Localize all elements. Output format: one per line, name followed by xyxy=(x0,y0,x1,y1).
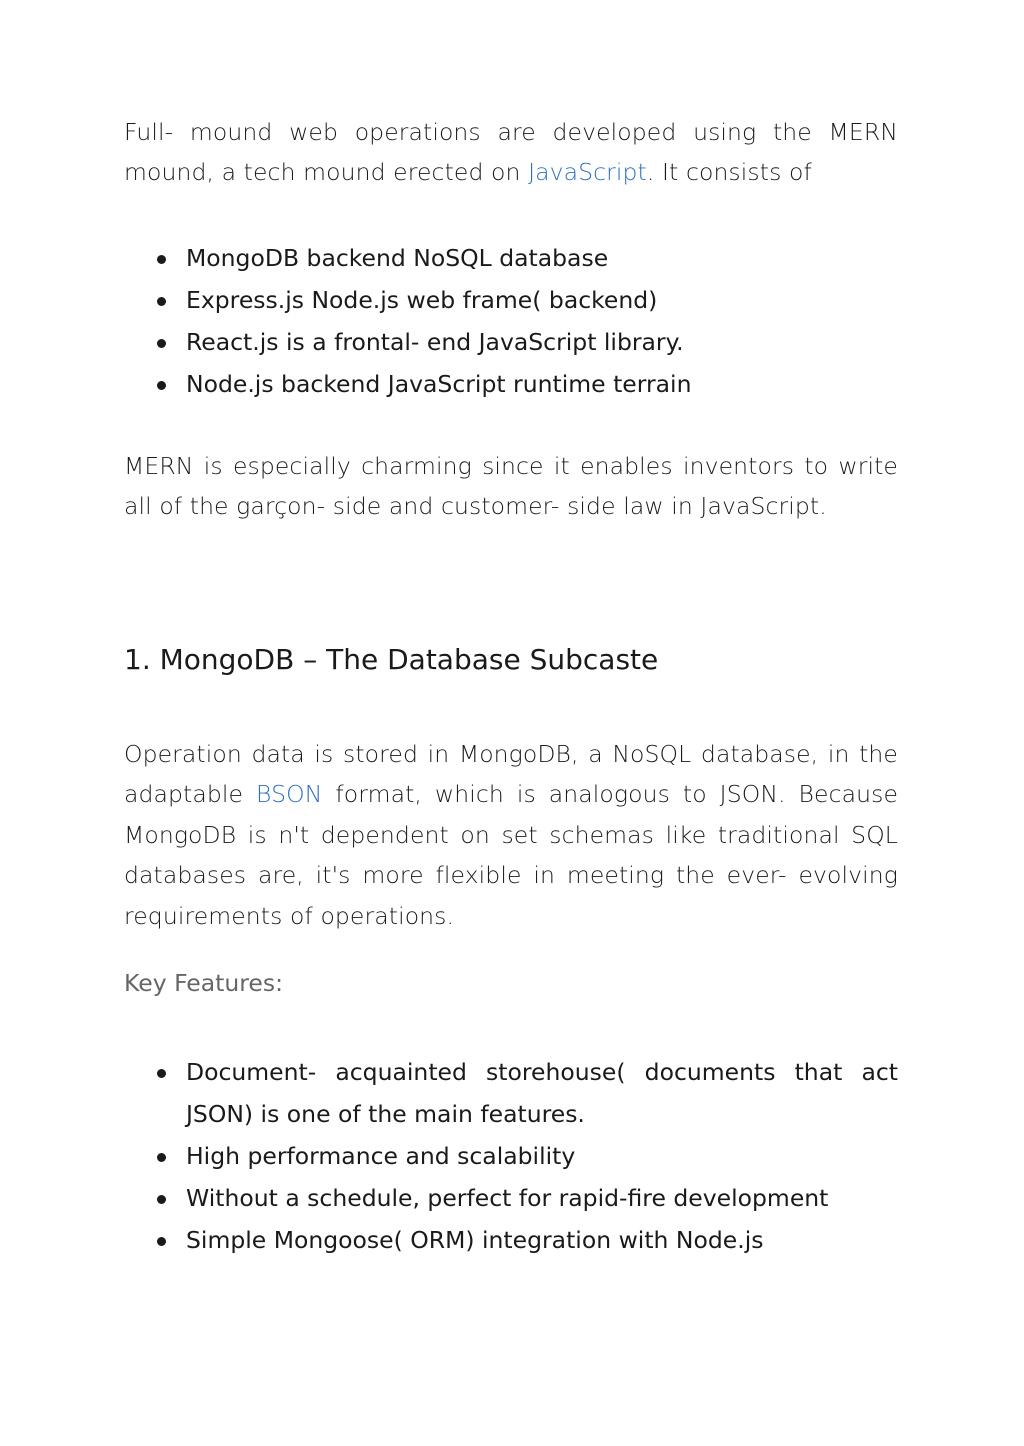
list-item-text: Express.js Node.js web frame( backend) xyxy=(186,286,658,314)
bullet-icon xyxy=(157,255,166,264)
list-item-text: Document- acquainted storehouse( documents that act JSON) is one of the main features. xyxy=(186,1058,898,1128)
bullet-icon xyxy=(157,297,166,306)
bson-link[interactable]: BSON xyxy=(256,780,323,809)
list-item xyxy=(124,237,898,279)
features-list xyxy=(124,1051,898,1261)
bullet-icon xyxy=(157,381,166,390)
mongodb-paragraph xyxy=(124,734,898,936)
intro-text: Full- mound web operations are developed using the MERN mound, a tech mound erected on xyxy=(124,118,898,187)
list-item-text: High performance and scalability xyxy=(186,1142,576,1170)
list-item xyxy=(124,1135,898,1177)
intro-text-end: . It consists of xyxy=(646,158,812,187)
list-item-text: MongoDB backend NoSQL database xyxy=(186,244,609,272)
list-item-text: Simple Mongoose( ORM) integration with Node.js xyxy=(186,1226,764,1254)
list-item xyxy=(124,321,898,363)
list-item-text: React.js is a frontal- end JavaScript library. xyxy=(186,328,684,356)
intro-paragraph xyxy=(124,112,898,193)
bullet-icon xyxy=(157,1153,166,1162)
list-item-text: Without a schedule, perfect for rapid-fire development xyxy=(186,1184,829,1212)
list-item xyxy=(124,1051,898,1135)
bullet-icon xyxy=(157,1069,166,1078)
bullet-icon xyxy=(157,1237,166,1246)
bullet-icon xyxy=(157,1195,166,1204)
bullet-icon xyxy=(157,339,166,348)
list-item-text: Node.js backend JavaScript runtime terrain xyxy=(186,370,692,398)
mern-paragraph: MERN is especially charming since it enables inventors to write all of the garçon- side and customer- side law in JavaScript. xyxy=(124,452,898,521)
stack-list xyxy=(124,237,898,405)
list-item xyxy=(124,363,898,405)
section-heading: 1. MongoDB – The Database Subcaste xyxy=(124,643,659,676)
key-features-label: Key Features: xyxy=(124,969,284,997)
list-item xyxy=(124,1219,898,1261)
list-item xyxy=(124,279,898,321)
mongodb-text-end: format, which is analogous to JSON. Because MongoDB is n't dependent on set schemas like traditional SQL databases are, it's more flexible in meeting the ever- evolving requirements of operations. xyxy=(124,780,898,930)
list-item xyxy=(124,1177,898,1219)
javascript-link[interactable]: JavaScript xyxy=(528,158,647,187)
mongodb-text: Operation data is stored in MongoDB, a NoSQL database, in the adaptable xyxy=(124,740,898,809)
